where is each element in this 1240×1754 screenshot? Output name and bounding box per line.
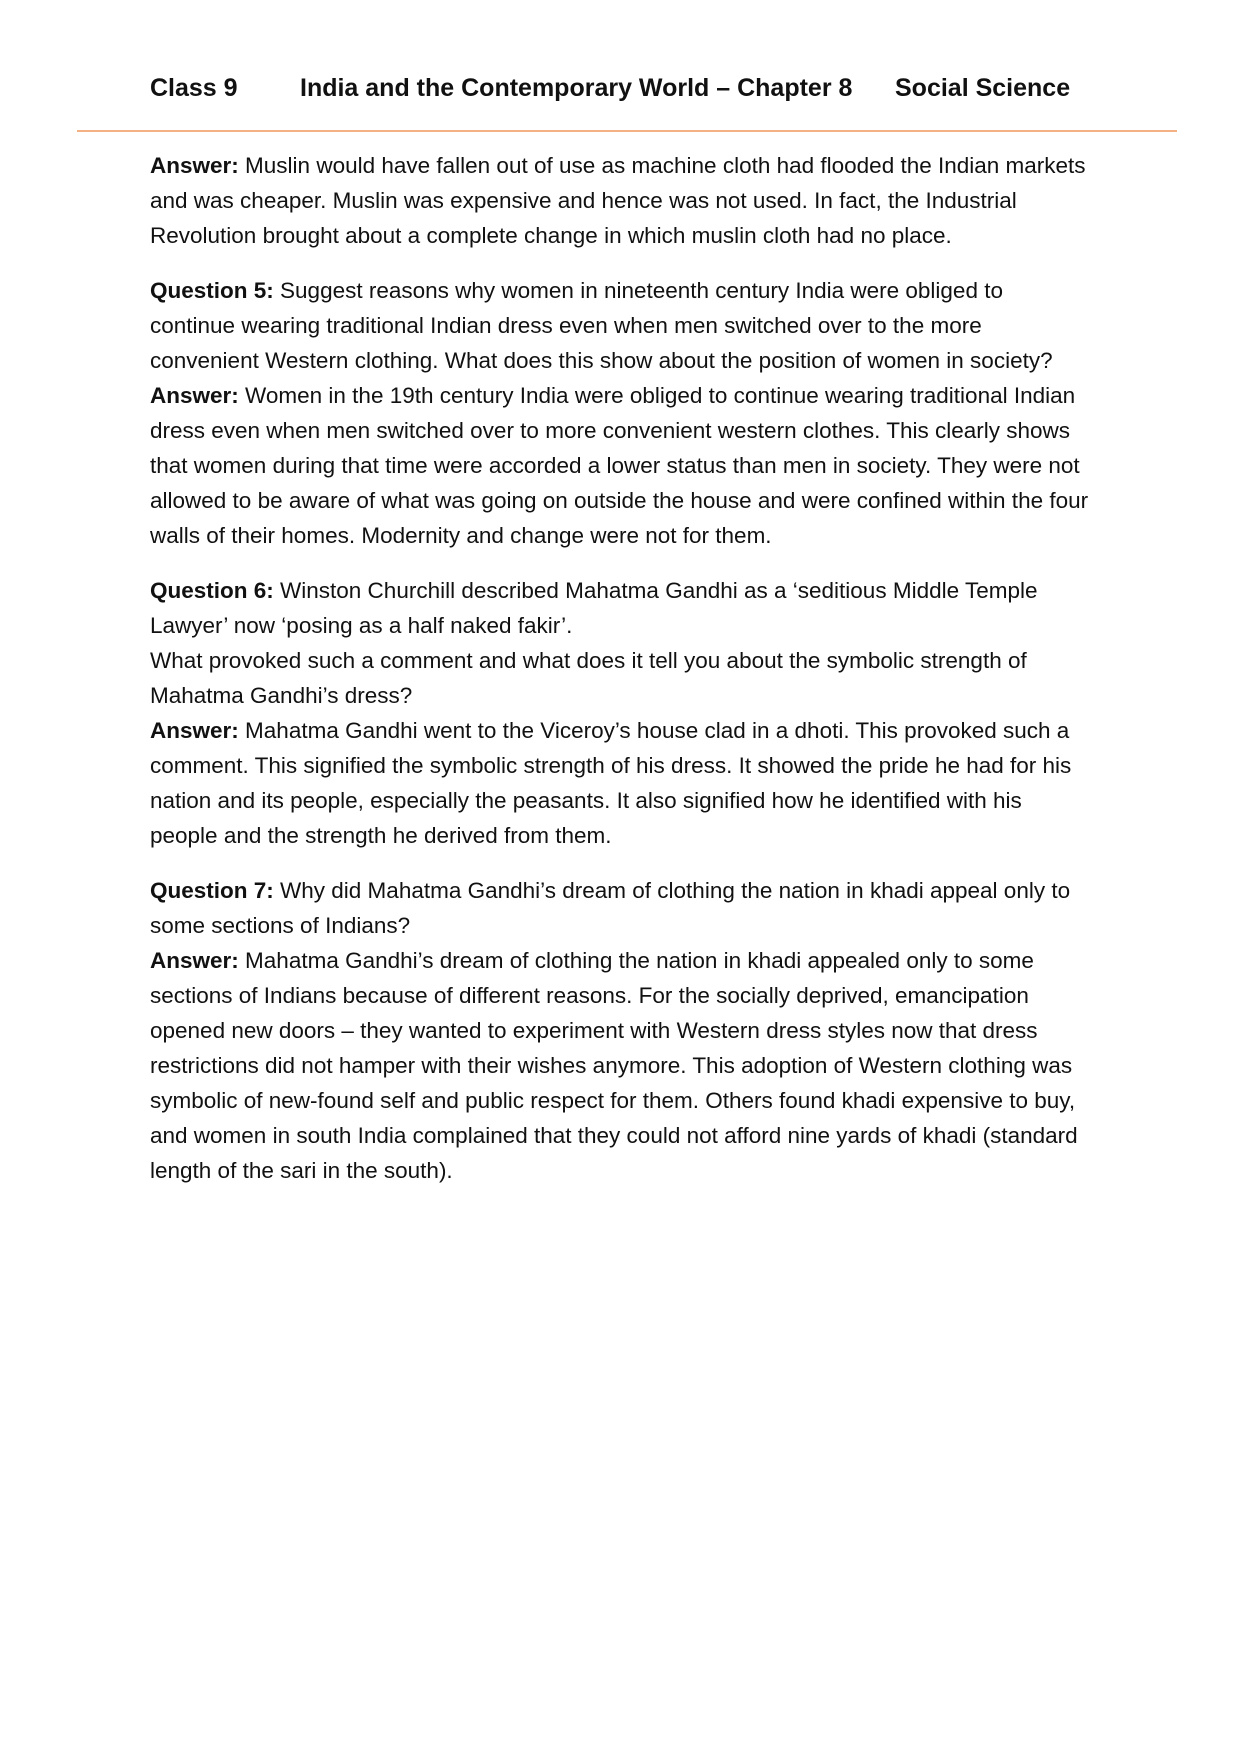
question-7-label: Question 7: xyxy=(150,878,274,903)
question-6-followup: What provoked such a comment and what does it tell you about the symbolic strength of Mahatma Gandhi’s dress? xyxy=(150,648,1027,708)
page-header xyxy=(150,74,1090,110)
header-divider xyxy=(77,130,1177,132)
question-6-label: Question 6: xyxy=(150,578,274,603)
answer-7-paragraph xyxy=(150,943,1090,1188)
answer-4-text: Muslin would have fallen out of use as machine cloth had flooded the Indian markets and was cheaper. Muslin was expensive and hence was not used. In fact, the Industrial Revolution brought about a complete change in which muslin cloth had no place. xyxy=(150,153,1086,248)
question-6-block xyxy=(150,573,1090,853)
answer-label: Answer: xyxy=(150,153,239,178)
answer-4-block xyxy=(150,148,1090,253)
question-5-text: Suggest reasons why women in nineteenth century India were obliged to continue wearing traditional Indian dress even when men switched over to the more convenient Western clothing. What does this show about the position of women in society? xyxy=(150,278,1053,373)
answer-label: Answer: xyxy=(150,718,239,743)
question-5-paragraph xyxy=(150,273,1090,378)
answer-label: Answer: xyxy=(150,383,239,408)
document-body xyxy=(150,148,1090,1208)
header-class: Class 9 xyxy=(150,74,238,102)
answer-label: Answer: xyxy=(150,948,239,973)
question-6-text: Winston Churchill described Mahatma Gandhi as a ‘seditious Middle Temple Lawyer’ now ‘posing as a half naked fakir’. xyxy=(150,578,1038,638)
answer-4-paragraph xyxy=(150,148,1090,253)
question-7-paragraph xyxy=(150,873,1090,943)
answer-5-paragraph xyxy=(150,378,1090,553)
question-6-paragraph xyxy=(150,573,1090,643)
header-chapter-title: India and the Contemporary World – Chapter 8 xyxy=(300,74,853,102)
header-subject: Social Science xyxy=(895,74,1071,102)
question-5-block xyxy=(150,273,1090,553)
question-7-text: Why did Mahatma Gandhi’s dream of clothing the nation in khadi appeal only to some sections of Indians? xyxy=(150,878,1071,938)
question-7-block xyxy=(150,873,1090,1188)
answer-5-text: Women in the 19th century India were obliged to continue wearing traditional Indian dress even when men switched over to more convenient western clothes. This clearly shows that women during that time were accorded a lower status than men in society. They were not allowed to be aware of what was going on outside the house and were confined within the four walls of their homes. Modernity and change were not for them. xyxy=(150,383,1089,548)
answer-6-paragraph xyxy=(150,713,1090,853)
answer-6-text: Mahatma Gandhi went to the Viceroy’s house clad in a dhoti. This provoked such a comment. This signified the symbolic strength of his dress. It showed the pride he had for his nation and its people, especially the peasants. It also signified how he identified with his people and the strength he derived from them. xyxy=(150,718,1072,848)
answer-7-text: Mahatma Gandhi’s dream of clothing the nation in khadi appealed only to some sections of Indians because of different reasons. For the socially deprived, emancipation opened new doors – they wanted to experiment with Western dress styles now that dress restrictions did not hamper with their wishes anymore. This adoption of Western clothing was symbolic of new-found self and public respect for them. Others found khadi expensive to buy, and women in south India complained that they could not afford nine yards of khadi (standard length of the sari in the south). xyxy=(150,948,1078,1183)
question-5-label: Question 5: xyxy=(150,278,274,303)
